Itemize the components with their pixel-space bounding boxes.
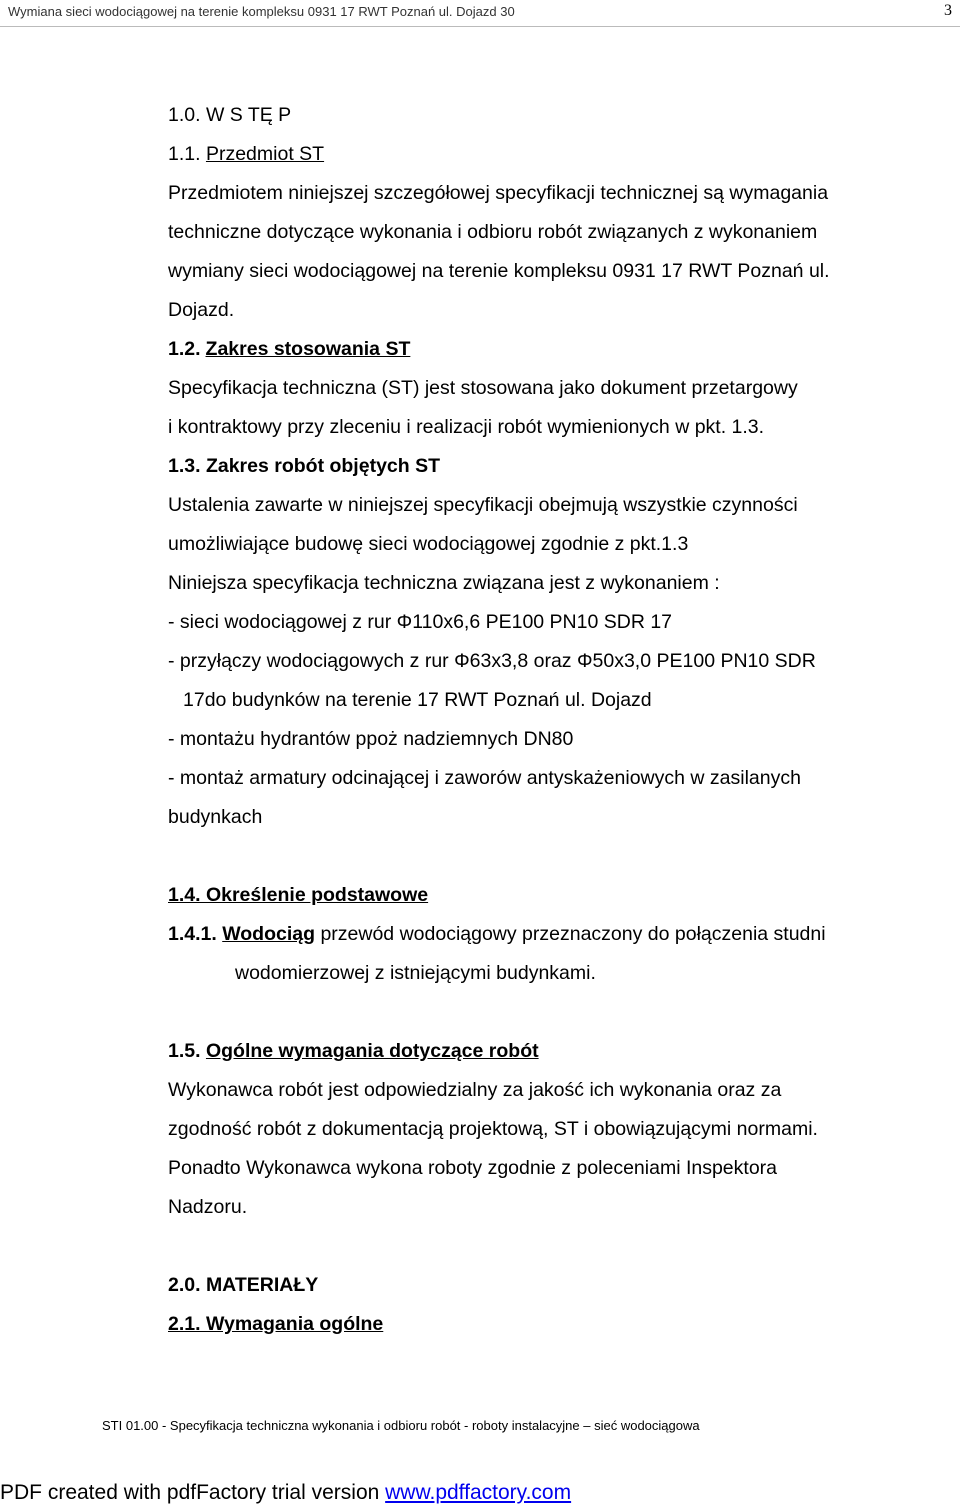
spacer [168,1227,958,1266]
paragraph-line: Niniejsza specyfikacja techniczna związana jest z wykonaniem : [168,572,720,594]
list-item: - montażu hydrantów ppoż nadziemnych DN80 [168,728,574,750]
section-2-0-heading: 2.0. MATERIAŁY [168,1274,319,1296]
paragraph-line: i kontraktowy przy zleceniu i realizacji robót wymienionych w pkt. 1.3. [168,416,765,438]
section-number: 1.1. [168,143,201,165]
paragraph-line: Przedmiotem niniejszej szczegółowej specyfikacji technicznej są wymagania [168,182,829,204]
list-item: - przyłączy wodociągowych z rur Φ63x3,8 oraz Φ50x3,0 PE100 PN10 SDR [168,650,816,672]
paragraph-line: Ponadto Wykonawca wykona roboty zgodnie z poleceniami Inspektora [168,1157,778,1179]
page-number: 3 [944,2,952,19]
paragraph-line: Ustalenia zawarte w niniejszej specyfikacji obejmują wszystkie czynności [168,494,798,516]
paragraph-line: Specyfikacja techniczna (ST) jest stosowana jako dokument przetargowy [168,377,798,399]
section-title: Przedmiot ST [205,143,325,165]
section-title: Ogólne wymagania dotyczące robót [205,1040,539,1062]
list-item-continuation: budynkach [168,806,263,828]
section-1-0-heading: 1.0. W S TĘ P [168,104,292,126]
list-item-continuation: 17do budynków na terenie 17 RWT Poznań ul. Dojazd [183,689,652,711]
list-item: - sieci wodociągowej z rur Φ110x6,6 PE100 PN10 SDR 17 [168,611,673,633]
definition-continuation: wodomierzowej z istniejącymi budynkami. [235,962,596,984]
running-title: Wymiana sieci wodociągowej na terenie kompleksu 0931 17 RWT Poznań ul. Dojazd 30 [8,4,515,19]
paragraph-line: techniczne dotyczące wykonania i odbioru robót związanych z wykonaniem [168,221,818,243]
running-header [0,0,960,27]
section-1-5-heading [168,1032,958,1071]
list-item: - montaż armatury odcinającej i zaworów antyskażeniowych w zasilanych [168,767,801,789]
paragraph-line: umożliwiające budowę sieci wodociągowej zgodnie z pkt.1.3 [168,533,689,555]
definition-text: przewód wodociągowy przeznaczony do połączenia studni [315,923,826,945]
section-title: Zakres stosowania ST [205,338,411,360]
pdffactory-link[interactable]: www.pdffactory.com [385,1481,572,1504]
section-title: Zakres robót objętych ST [205,455,441,477]
definition-term: Wodociąg [222,923,316,945]
paragraph-line: Wykonawca robót jest odpowiedzialny za jakość ich wykonania oraz za [168,1079,782,1101]
paragraph-line: zgodność robót z dokumentacją projektową, ST i obowiązującymi normami. [168,1118,818,1140]
section-number: 1.3. [168,455,201,477]
section-1-3-heading [168,447,958,486]
paragraph-line: Dojazd. [168,299,235,321]
paragraph-line: wymiany sieci wodociągowej na terenie kompleksu 0931 17 RWT Poznań ul. [168,260,830,282]
spacer [168,993,958,1032]
pdf-banner-text: PDF created with pdfFactory trial version [0,1481,386,1504]
section-1-4-heading: 1.4. Określenie podstawowe [168,884,429,906]
definition-number: 1.4.1. [168,923,217,945]
definition-line [168,915,958,954]
section-number: 1.2. [168,338,201,360]
section-1-2-heading [168,330,958,369]
paragraph-line: Nadzoru. [168,1196,248,1218]
section-2-1-heading: 2.1. Wymagania ogólne [168,1313,384,1335]
page-footer: STI 01.00 - Specyfikacja techniczna wykonania i odbioru robót - roboty instalacyjne – sieć wodociągowa [102,1418,700,1433]
section-1-1-heading [168,135,958,174]
document-body [168,96,958,1344]
spacer [168,837,958,876]
pdf-trial-banner [0,1481,571,1505]
section-number: 1.5. [168,1040,201,1062]
